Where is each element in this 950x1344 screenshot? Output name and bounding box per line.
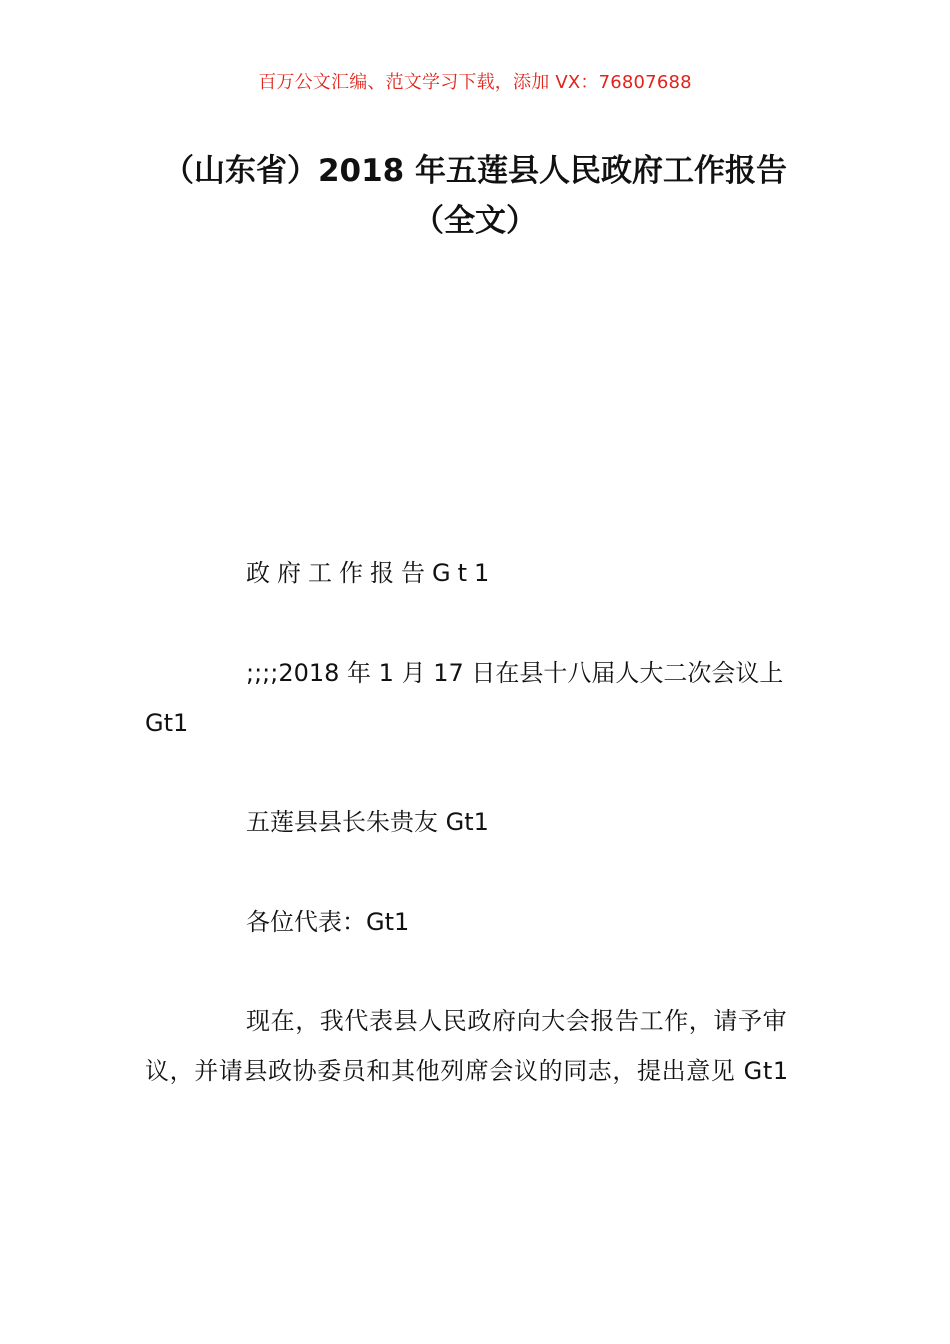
document-title: （山东省）2018 年五莲县人民政府工作报告（全文） <box>162 153 788 239</box>
paragraph-opening: 现在，我代表县人民政府向大会报告工作，请予审议，并请县政协委员和其他列席会议的同志，提出意见 Gt1 <box>145 1007 789 1085</box>
paragraph-speaker: 五莲县县长朱贵友 Gt1 <box>246 808 489 836</box>
paragraph-salutation: 各位代表：Gt1 <box>246 908 410 936</box>
paragraph-report-heading: 政府工作报告Gt1 <box>246 559 497 587</box>
watermark-header: 百万公文汇编、范文学习下载，添加 VX：76807688 <box>258 72 692 93</box>
paragraph-meeting-date: ;;;;2018 年 1 月 17 日在县十八届人大二次会议上 Gt1 <box>145 659 784 737</box>
